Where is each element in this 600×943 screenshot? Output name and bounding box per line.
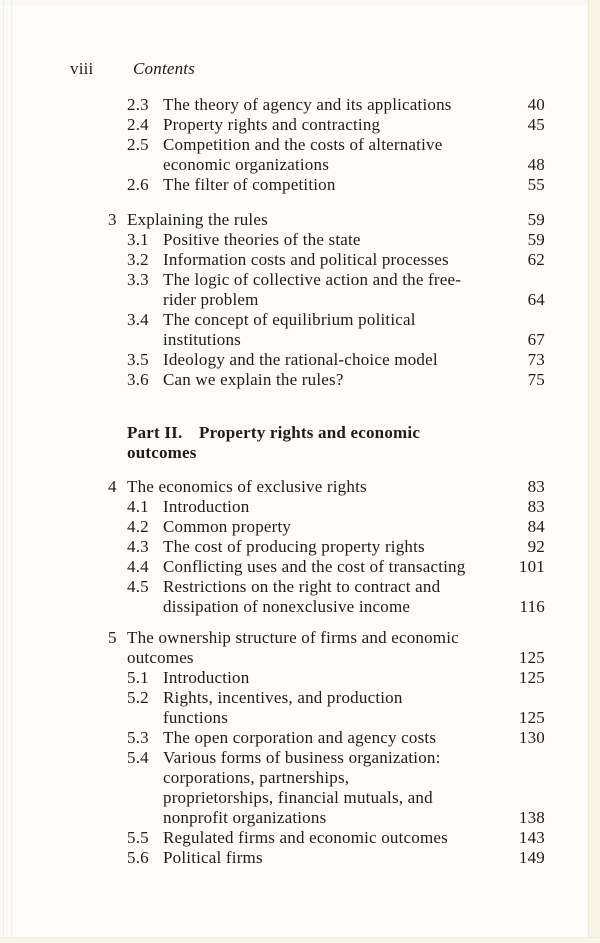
toc-entry-continuation: [70, 808, 545, 828]
entry-number: 5.6: [127, 848, 149, 867]
entry-title: Can we explain the rules?: [163, 370, 344, 389]
toc-entry: [70, 688, 545, 708]
entry-title: Restrictions on the right to contract and: [163, 577, 441, 596]
part-title-line2: outcomes: [127, 443, 197, 462]
entry-page: 83: [527, 497, 545, 516]
entry-number: 2.4: [127, 115, 149, 134]
toc-entry-continuation: [70, 648, 545, 668]
entry-title: The logic of collective action and the free-: [163, 270, 462, 289]
toc-entry: [70, 497, 545, 517]
entry-page: 92: [527, 537, 545, 556]
entry-page: 125: [518, 648, 545, 667]
entry-title: institutions: [163, 330, 241, 349]
part-title-line1: Property rights and economic: [199, 423, 421, 442]
toc-entry-continuation: [70, 768, 545, 788]
entry-number: 3.1: [127, 230, 149, 249]
table-of-contents: [70, 95, 545, 868]
toc-block-chapter-5: [70, 628, 545, 868]
toc-entry-continuation: [70, 330, 545, 350]
toc-entry-continuation: [70, 708, 545, 728]
entry-title: Introduction: [163, 497, 250, 516]
toc-entry: [70, 310, 545, 330]
entry-number: 3.5: [127, 350, 149, 369]
entry-title: corporations, partnerships,: [163, 768, 350, 787]
toc-entry-continuation: [70, 290, 545, 310]
entry-title: The theory of agency and its applications: [163, 95, 452, 114]
entry-page: [505, 577, 545, 597]
entry-title: Explaining the rules: [127, 210, 268, 229]
entry-title: The filter of competition: [163, 175, 336, 194]
toc-entry-continuation: [70, 597, 545, 617]
running-head: Contents: [133, 59, 196, 78]
entry-page: [505, 135, 545, 155]
entry-page: 59: [527, 230, 545, 249]
toc-entry: [70, 350, 545, 370]
entry-title: outcomes: [127, 648, 194, 667]
part-heading: [70, 423, 545, 463]
toc-entry: [70, 848, 545, 868]
entry-number: 2.3: [127, 95, 149, 114]
entry-page: 83: [527, 477, 545, 496]
entry-title: Political firms: [163, 848, 263, 867]
entry-title: Property rights and contracting: [163, 115, 381, 134]
entry-number: 3: [108, 210, 117, 229]
entry-page: 125: [518, 668, 545, 687]
entry-page: 62: [527, 250, 545, 269]
toc-entry: [70, 115, 545, 135]
entry-title: dissipation of nonexclusive income: [163, 597, 411, 616]
entry-page: 55: [527, 175, 545, 194]
entry-title: Information costs and political processes: [163, 250, 449, 269]
toc-entry: [70, 95, 545, 115]
entry-page: 101: [518, 557, 545, 576]
toc-entry: [70, 748, 545, 768]
entry-page: 67: [527, 330, 545, 349]
entry-number: 4.5: [127, 577, 149, 596]
entry-title: proprietorships, financial mutuals, and: [163, 788, 433, 807]
entry-page: [505, 748, 545, 768]
entry-title: functions: [163, 708, 229, 727]
entry-title: The concept of equilibrium political: [163, 310, 416, 329]
entry-title: The economics of exclusive rights: [127, 477, 367, 496]
entry-title: rider problem: [163, 290, 259, 309]
entry-number: 2.5: [127, 135, 149, 154]
entry-number: 2.6: [127, 175, 149, 194]
toc-block-chapter-4: [70, 477, 545, 617]
entry-number: 5.2: [127, 688, 149, 707]
toc-entry: [70, 728, 545, 748]
entry-number: 3.4: [127, 310, 149, 329]
toc-entry: [70, 517, 545, 537]
entry-title: Positive theories of the state: [163, 230, 361, 249]
page-folio: viii: [70, 59, 94, 78]
part-label: Part II.: [127, 423, 183, 442]
entry-page: 73: [527, 350, 545, 369]
toc-entry: [70, 828, 545, 848]
entry-number: 3.6: [127, 370, 149, 389]
toc-entry: [70, 135, 545, 155]
entry-page: 149: [518, 848, 545, 867]
entry-number: 4.1: [127, 497, 149, 516]
entry-number: 5.5: [127, 828, 149, 847]
toc-entry: [70, 370, 545, 390]
entry-title: Ideology and the rational-choice model: [163, 350, 438, 369]
entry-title: Competition and the costs of alternative: [163, 135, 443, 154]
entry-number: 3.2: [127, 250, 149, 269]
entry-number: 4.4: [127, 557, 149, 576]
entry-number: 3.3: [127, 270, 149, 289]
entry-page: 143: [518, 828, 545, 847]
entry-page: 116: [519, 597, 545, 616]
entry-title: The open corporation and agency costs: [163, 728, 437, 747]
toc-entry: [70, 628, 545, 648]
entry-page: [505, 688, 545, 708]
entry-page: 40: [527, 95, 545, 114]
entry-title: Common property: [163, 517, 292, 536]
toc-entry: [70, 477, 545, 497]
entry-number: 5.3: [127, 728, 149, 747]
toc-entry: [70, 250, 545, 270]
toc-entry: [70, 557, 545, 577]
toc-entry: [70, 230, 545, 250]
entry-page: 64: [527, 290, 545, 309]
entry-page: 125: [518, 708, 545, 727]
toc-block-chapter-3: [70, 210, 545, 390]
entry-page: 59: [527, 210, 545, 229]
entry-number: 4.2: [127, 517, 149, 536]
entry-page: 84: [527, 517, 545, 536]
entry-page: 45: [527, 115, 545, 134]
entry-page: 48: [527, 155, 545, 174]
entry-title: Rights, incentives, and production: [163, 688, 403, 707]
entry-page: 130: [518, 728, 545, 747]
entry-page: [505, 628, 545, 648]
entry-number: 5: [108, 628, 117, 647]
entry-title: economic organizations: [163, 155, 330, 174]
toc-block-chapter-2: [70, 95, 545, 195]
entry-page: 138: [518, 808, 545, 827]
toc-entry-continuation: [70, 155, 545, 175]
entry-page: 75: [527, 370, 545, 389]
entry-number: 4.3: [127, 537, 149, 556]
entry-number: 4: [108, 477, 117, 496]
toc-entry-continuation: [70, 788, 545, 808]
entry-page: [505, 310, 545, 330]
entry-title: Introduction: [163, 668, 250, 687]
toc-entry: [70, 537, 545, 557]
entry-page: [505, 768, 545, 788]
toc-entry: [70, 577, 545, 597]
entry-page: [505, 270, 545, 290]
entry-title: Regulated firms and economic outcomes: [163, 828, 448, 847]
entry-title: Various forms of business organization:: [163, 748, 441, 767]
toc-entry: [70, 175, 545, 195]
page-bottom-edge: [0, 937, 600, 943]
toc-entry: [70, 270, 545, 290]
entry-number: 5.4: [127, 748, 149, 767]
entry-number: 5.1: [127, 668, 149, 687]
entry-title: The ownership structure of firms and economic: [127, 628, 459, 647]
entry-title: nonprofit organizations: [163, 808, 327, 827]
page-header: [70, 59, 545, 79]
entry-title: Conflicting uses and the cost of transacting: [163, 557, 466, 576]
entry-page: [505, 788, 545, 808]
toc-entry: [70, 668, 545, 688]
entry-title: The cost of producing property rights: [163, 537, 425, 556]
toc-entry: [70, 210, 545, 230]
